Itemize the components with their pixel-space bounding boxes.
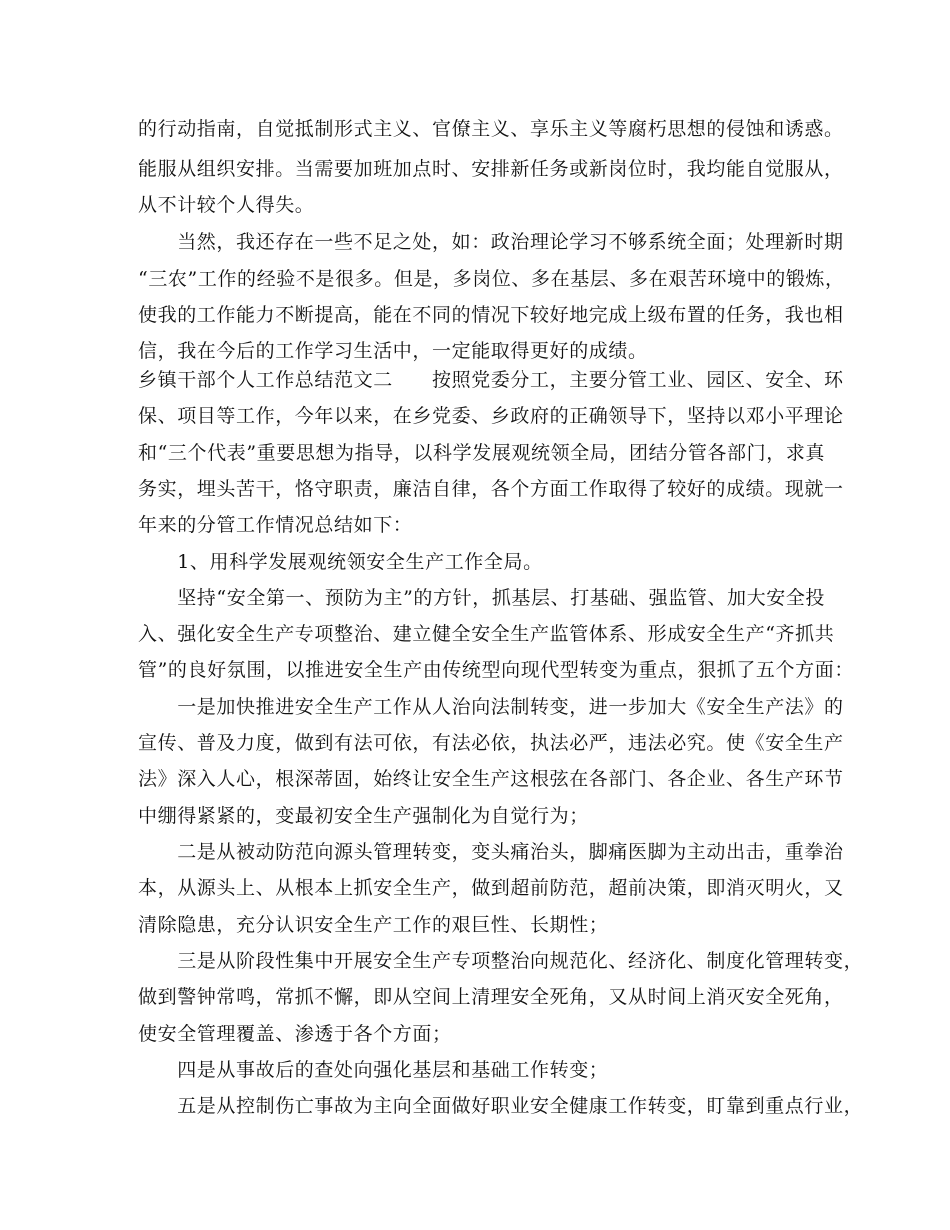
text-line: 清除隐患，充分认识安全生产工作的艰巨性、长期性； xyxy=(138,914,609,936)
text-line: 宣传、普及力度，做到有法可依，有法必依，执法必严，违法必究。使《安全生产 xyxy=(138,732,844,754)
text-line: 年来的分管工作情况总结如下： xyxy=(138,514,413,536)
text-line: 和“三个代表”重要思想为指导，以科学发展观统领全局，团结分管各部门，求真 xyxy=(138,442,826,464)
text-line: 一是加快推进安全生产工作从人治向法制转变，进一步加大《安全生产法》的 xyxy=(138,696,844,718)
text-line: 乡镇干部个人工作总结范文二 按照党委分工，主要分管工业、园区、安全、环 xyxy=(138,369,844,391)
text-line: 本，从源头上、从根本上抓安全生产，做到超前防范，超前决策，即消灭明火，又 xyxy=(138,877,844,899)
text-line: 三是从阶段性集中开展安全生产专项整治向规范化、经济化、制度化管理转变， xyxy=(138,950,864,972)
text-line: 信，我在今后的工作学习生活中，一定能取得更好的成绩。 xyxy=(138,340,648,362)
text-line: 1、用科学发展观统领安全生产工作全局。 xyxy=(138,551,543,573)
text-line: 保、项目等工作，今年以来，在乡党委、乡政府的正确领导下，坚持以邓小平理论 xyxy=(138,405,844,427)
text-line: 务实，埋头苦干，恪守职责，廉洁自律，各个方面工作取得了较好的成绩。现就一 xyxy=(138,478,844,500)
text-line: 管”的良好氛围，以推进安全生产由传统型向现代型转变为重点，狠抓了五个方面： xyxy=(138,659,854,681)
text-line: 中绷得紧紧的，变最初安全生产强制化为自觉行为； xyxy=(138,805,589,827)
text-line: 的行动指南，自觉抵制形式主义、官僚主义、享乐主义等腐朽思想的侵蚀和诱惑。 xyxy=(138,118,844,140)
text-line: 当然，我还存在一些不足之处，如：政治理论学习不够系统全面；处理新时期 xyxy=(138,231,844,253)
text-line: 能服从组织安排。当需要加班加点时、安排新任务或新岗位时，我均能自觉服从， xyxy=(138,158,844,180)
text-line: 坚持“安全第一、预防为主”的方针，抓基层、打基础、强监管、加大安全投 xyxy=(138,587,826,609)
text-line: 五是从控制伤亡事故为主向全面做好职业安全健康工作转变，盯靠到重点行业， xyxy=(138,1095,864,1117)
text-line: “三农”工作的经验不是很多。但是，多岗位、多在基层、多在艰苦环境中的锻炼， xyxy=(138,268,845,290)
text-line: 使安全管理覆盖、渗透于各个方面； xyxy=(138,1023,452,1045)
text-line: 二是从被动防范向源头管理转变，变头痛治头，脚痛医脚为主动出击，重拳治 xyxy=(138,841,844,863)
text-line: 入、强化安全生产专项整治、建立健全安全生产监管体系、形成安全生产“齐抓共 xyxy=(138,623,835,645)
text-line: 法》深入人心，根深蒂固，始终让安全生产这根弦在各部门、各企业、各生产环节 xyxy=(138,768,844,790)
text-line: 四是从事故后的查处向强化基层和基础工作转变； xyxy=(138,1059,609,1081)
text-line: 做到警钟常鸣，常抓不懈，即从空间上清理安全死角，又从时间上消灭安全死角， xyxy=(138,986,844,1008)
text-line: 使我的工作能力不断提高，能在不同的情况下较好地完成上级布置的任务，我也相 xyxy=(138,304,844,326)
text-line: 从不计较个人得失。 xyxy=(138,194,315,216)
